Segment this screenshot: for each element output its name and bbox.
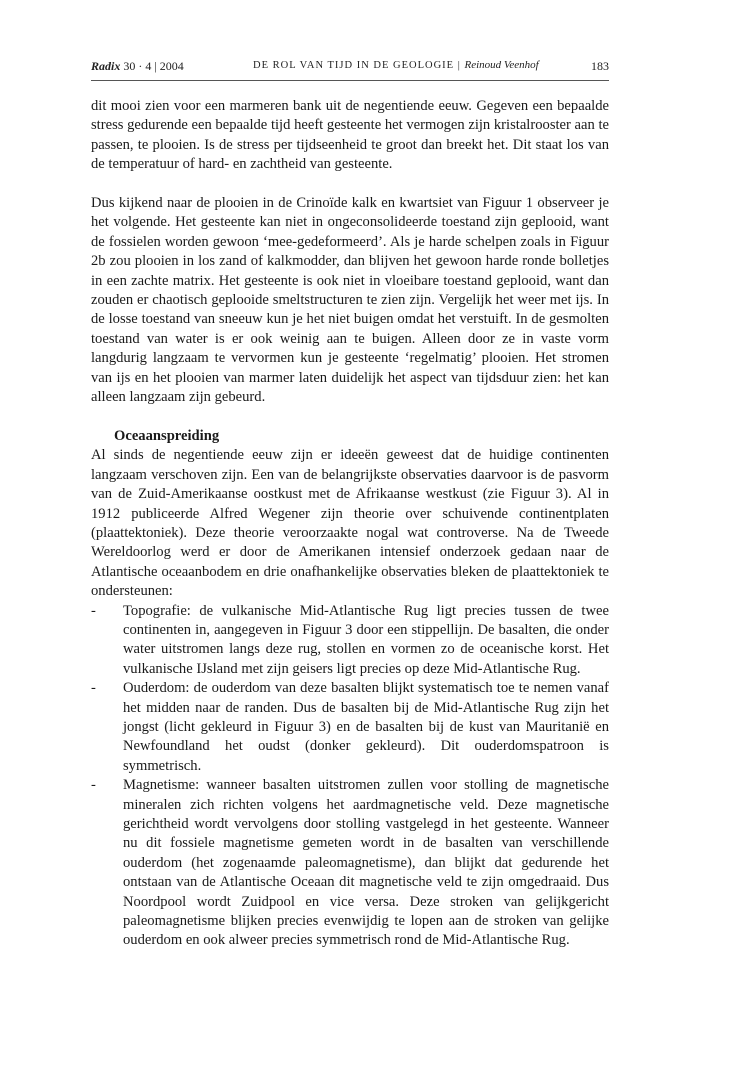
body-text [91, 97, 609, 951]
running-header [91, 59, 609, 75]
paragraph-2: Dus kijkend naar de plooien in de Crinoïde kalk en kwartsiet van Figuur 1 observeer je het volgende. Het gesteente kan niet in ongeconsolideerde toestand zijn geplooid, want de fossielen worden gewoon ‘mee-gedeformeerd’. Als je harde schelpen zoals in Figuur 2b zou plooien in los zand of kalkmodder, dan blijven het gewoon harde ronde bolletjes in een zachte matrix. Het gesteente is ook niet in vloeibare toestand geplooid, want dan zouden er chaotisch geplooide smeltstructuren te zien zijn. Vergelijk het weer met ijs. In de losse toestand van sneeuw kun je het niet buigen omdat het verstuift. In de gesmolten toestand van water is er ook weinig aan te buigen. Alleen door ze in vaste vorm langdurig langzaam te vervormen kun je gesteente ‘regelmatig’ plooien. Het stromen van ijs en het plooien van marmer laten duidelijk het aspect van tijdsduur zien: het kan alleen langzaam zijn gebeurd. [91, 195, 609, 406]
list-dash: - [91, 602, 96, 619]
journal-issue [91, 59, 184, 74]
observation-list [91, 602, 609, 951]
paragraph-1: dit mooi zien voor een marmeren bank uit de negentiende eeuw. Gegeven een bepaalde stress gedurende een bepaalde tijd heeft gesteente het vermogen zijn kristalrooster aan te passen, te plooien. Is de stress per tijdseenheid te groot dan breekt het. Dit staat los van de temperatuur of hard- en zachtheid van gesteente. [91, 98, 609, 173]
article-author: Reinoud Veenhof [464, 59, 539, 71]
list-item-text: Topografie: de vulkanische Mid-Atlantische Rug ligt precies tussen de twee continenten in, aangegeven in Figuur 3 door een stippellijn. De basalten, die onder water uitstromen langs deze rug, stollen en vormen zo de oceanische korst. Het vulkanische IJsland met zijn geisers ligt precies op deze Mid-Atlantische Rug. [123, 602, 609, 677]
paragraph-3: Al sinds de negentiende eeuw zijn er ideeën geweest dat de huidige continenten langzaam verschoven zijn. Een van de belangrijkste observaties daarvoor is de pasvorm van de Zuid-Amerikaanse oostkust met de Afrikaanse westkust (zie Figuur 3). Al in 1912 publiceerde Alfred Wegener zijn theorie over schuivende continentplaten (plaattektoniek). Deze theorie veroorzaakte nogal wat controverse. Na de Tweede Wereldoorlog werd er door de Amerikanen intensief onderzoek gedaan naar de Atlantische oceaanbodem en drie onafhankelijke observaties bleken de plaattektoniek te ondersteunen: [91, 447, 609, 600]
section-heading: Oceaanspreiding [114, 427, 220, 444]
header-rule [91, 80, 609, 81]
list-item [91, 602, 609, 680]
list-item [91, 776, 609, 951]
article-header [253, 59, 539, 71]
article-title: DE ROL VAN TIJD IN DE GEOLOGIE [253, 60, 455, 71]
journal-name: Radix [91, 59, 121, 73]
page-number: 183 [591, 59, 609, 73]
list-dash: - [91, 777, 96, 794]
list-item [91, 679, 609, 776]
list-item-text: Ouderdom: de ouderdom van deze basalten blijkt systematisch toe te nemen vanaf het midden naar de randen. Dus de basalten bij de Mid-Atlantische Rug zijn het jongst (licht gekleurd in Figuur 3) en de basalten bij de kust van Mauritanië en Newfoundland het oudst (donker gekleurd). Dit ouderdomspatroon is symmetrisch. [123, 680, 609, 774]
header-separator: | [457, 60, 461, 71]
issue-info: 30 · 4 | 2004 [123, 59, 184, 73]
list-item-text: Magnetisme: wanneer basalten uitstromen zullen voor stolling de magnetische mineralen zich richten volgens het aardmagnetische veld. Deze magnetische gerichtheid wordt vervolgens door stolling vastgelegd in het gesteente. Wanneer nu dit fossiele magnetisme gemeten wordt in de basalten van verschillende ouderdom (het zogenaamde paleomagnetisme), dan blijkt dat gedurende het ontstaan van de Atlantische Oceaan dit magnetische veld te zijn omgedraaid. Dus Noordpool wordt Zuidpool en vice versa. Deze stroken van gelijkgericht paleomagnetisme blijken precies evenwijdig te lopen aan de stroken van gelijke ouderdom en ook alweer precies symmetrisch rond de Mid-Atlantische Rug. [123, 777, 609, 949]
list-dash: - [91, 680, 96, 697]
